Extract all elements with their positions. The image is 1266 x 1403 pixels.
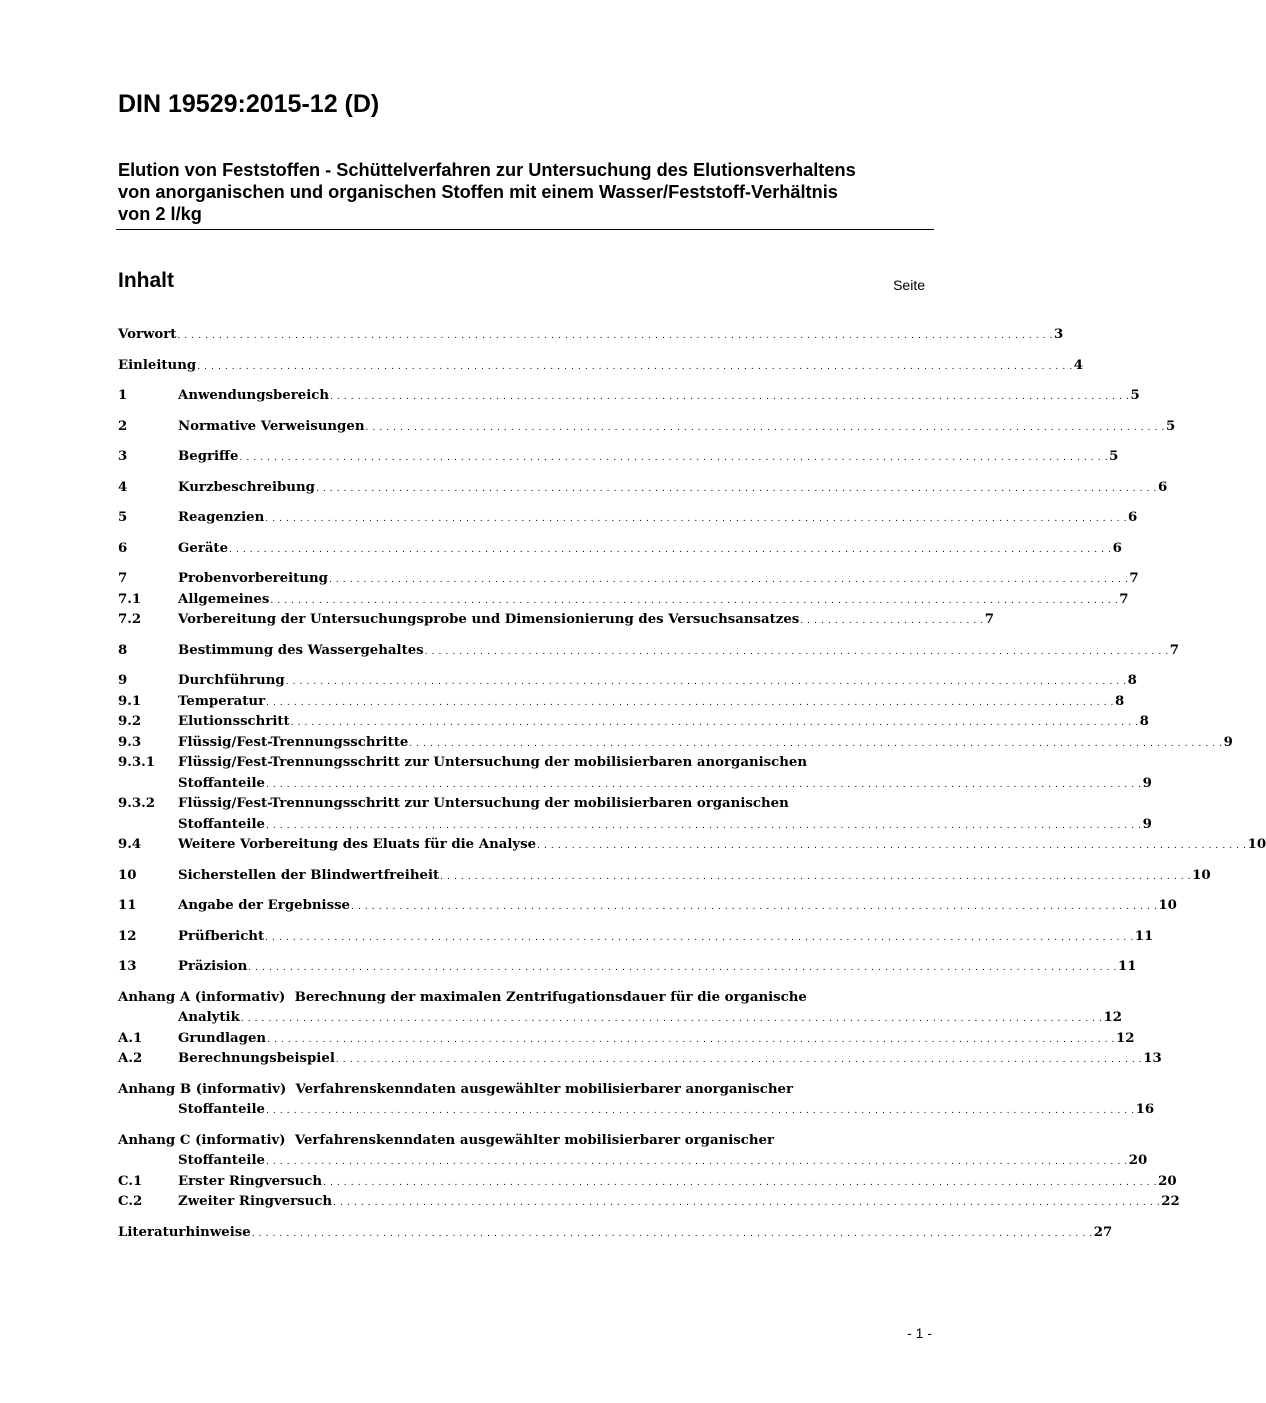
toc-page-number: 6 (1128, 510, 1138, 525)
toc-page-number: 11 (1117, 959, 1137, 974)
toc-entry-vorwort[interactable] (118, 325, 1064, 346)
toc-entry-title: Begriffe (178, 449, 239, 464)
title-line-2: von anorganischen und organischen Stoffen mit einem Wasser/Feststoff-Verhältnis (118, 182, 838, 202)
page-footer: - 1 - (907, 1325, 932, 1341)
toc-page-number: 10 (1192, 867, 1211, 883)
toc-entry-7-1[interactable] (118, 590, 1129, 611)
toc-entry-9-4[interactable] (118, 835, 1266, 856)
leader-dots: . . . . . . . . . . . . . . . . . . . . . . . . . . . . . . . . . . . . . . . . . . . . . . . . . . . . . . . . . . . . . . . . . . . . . . . . . . . . . . . . . . . . . . . . . . . . . . . . . . . . . . . . . . . . (424, 646, 1169, 657)
toc-entry-9-3-1[interactable] (118, 753, 1152, 794)
toc-page-number: 16 (1135, 1102, 1155, 1117)
toc-entry-title: Bestimmung des Wassergehaltes (178, 642, 424, 658)
toc-entry-12[interactable] (118, 927, 1154, 948)
page-column-label: Seite (893, 277, 925, 293)
toc-page-number: 20 (1128, 1153, 1148, 1168)
toc-page-number: 8 (1127, 673, 1137, 688)
leader-dots: . . . . . . . . . . . . . . . . . . . . . . . . . . . . . . . . . . . . . . . . . . . . . . . . . . . . . . . . . . . . . . . . . . . . . . . . . . . . . . . . . . . . . . . . . . . . . . . . . . . . . . . . . . . . . . . . . . . . . (351, 902, 1158, 912)
toc-page-number: 9 (1223, 734, 1233, 750)
toc-entry-number: 8 (118, 642, 128, 658)
toc-entry-number: 11 (118, 898, 137, 913)
toc-entry-4[interactable] (118, 478, 1168, 499)
toc-entry-5[interactable] (118, 508, 1138, 529)
toc-page-number: 27 (1093, 1224, 1113, 1240)
leader-dots: . . . . . . . . . . . . . . . . . . . . . . . . . . . (800, 616, 984, 626)
toc-entry-number: 9.3.2 (118, 796, 156, 811)
toc-entry-number: 1 (118, 388, 128, 403)
toc-heading: Inhalt (118, 269, 174, 292)
table-of-contents (118, 325, 1266, 1243)
toc-entry-title: Durchführung (178, 673, 285, 688)
leader-dots: . . . . . . . . . . . . . . . . . . . . . . . . . . . . . . . . . . . . . . . . . . . . . . . . . . . . . . . . . . . . . . . . . . . . . . . . . . . . . . . . . . . . . . . . . . . . . . . . . . . . . . . . . . . . . . . . . . . . . . . . . . . (270, 595, 1119, 606)
toc-entry-7[interactable] (118, 569, 1139, 590)
toc-entry-2[interactable] (118, 417, 1176, 438)
toc-entry-9-3[interactable] (118, 733, 1233, 754)
leader-dots: . . . . . . . . . . . . . . . . . . . . . . . . . . . . . . . . . . . . . . . . . . . . . . . . . . . . . . . . . . . . . . . . . . . . . . . . . . . . . . . . . . . . . . . . . . . . . . . . . . . . . . . . . . . . . . . . . . . . . . . . . . . . . . (248, 963, 1117, 973)
toc-page-number: 6 (1112, 540, 1122, 556)
leader-dots: . . . . . . . . . . . . . . . . . . . . . . . . . . . . . . . . . . . . . . . . . . . . . . . . . . . . . . . . . . . . . . . . . . . . . . . . . . . . . . . . . . . . . . . . . . . . . . . . . . . . . . . . . . . . . . . . . . . . . . . . . . . . . (265, 514, 1128, 524)
toc-entry-title: Reagenzien (178, 510, 265, 525)
leader-dots: . . . . . . . . . . . . . . . . . . . . . . . . . . . . . . . . . . . . . . . . . . . . . . . . . . . . . . . . . . . . . . . . . . . . . . . . . . . . . . . . . . . . . . . . . . . . . . . . . . . . . . . . . . . . . . . . . . . . (365, 422, 1165, 433)
leader-dots: . . . . . . . . . . . . . . . . . . . . . . . . . . . . . . . . . . . . . . . . . . . . . . . . . . . . . . . . . . . . . . . . . . . . . . . . . . . . . . . . . . . . . . . . . . . . . . . . . . . . . . . . . . . . . . . . . . . . . . . . . . . . . . (265, 932, 1134, 943)
toc-page-number: 10 (1158, 898, 1177, 913)
toc-page-number: 7 (1169, 642, 1180, 658)
toc-entry-number: 6 (118, 540, 128, 556)
toc-entry-title: Flüssig/Fest-Trennungsschritte (178, 734, 409, 750)
toc-entry-anhang-a[interactable] (118, 988, 1123, 1029)
toc-entry-title: Vorwort (118, 327, 177, 342)
toc-entry-title: Verfahrenskenndaten ausgewählter mobilisierbarer organischer (294, 1132, 775, 1148)
toc-page-number: 7 (1119, 591, 1129, 607)
leader-dots: . . . . . . . . . . . . . . . . . . . . . . . . . . . . . . . . . . . . . . . . . . . . . . . . . . . . . . . . . . . . . . . . . . . . . . . . . . . . . . . . . . . . . . . . . . . . . . . . . . . . . . . . . . . . . . . . . . . . (328, 575, 1129, 585)
annex-prefix: Anhang A (informativ) (118, 989, 286, 1005)
toc-entry-number: 9.1 (118, 693, 142, 709)
leader-dots: . . . . . . . . . . . . . . . . . . . . . . . . . . . . . . . . . . . . . . . . . . . . . . . . . . . . . . . . . . . . . . . . . . . . . . . . . . . . . . . . . . . . . . . . . . . . . . . . . . . . . . . . . . . . . . . . . . . . . (335, 1055, 1143, 1065)
toc-entry-number: 7.2 (118, 612, 142, 627)
toc-page-number: 10 (1247, 837, 1266, 852)
toc-entry-number: 9.2 (118, 714, 142, 729)
toc-entry-title: Prüfbericht (178, 928, 265, 944)
leader-dots: . . . . . . . . . . . . . . . . . . . . . . . . . . . . . . . . . . . . . . . . . . . . . . . . . . . . . . . . . . . . . . . . . . . . . . . . . . . . . . . . . . . . . . . . . . . . . . . . . . . . . . . . . . . . . (440, 871, 1192, 882)
toc-entry-title-continued: Stoffanteile (178, 775, 265, 791)
toc-page-number: 5 (1109, 449, 1119, 464)
toc-page-number: 13 (1143, 1051, 1162, 1066)
toc-entry-c-1[interactable] (118, 1172, 1177, 1193)
leader-dots: . . . . . . . . . . . . . . . . . . . . . . . . . . . . . . . . . . . . . . . . . . . . . . . . . . . . . . . . . . . . . . . . . . . . . . . . . . . . . . . . . . . . . . . . . . . . . . . . . . . . . . . . . . . . . . . . . . . . . . . . . . . . . . . (177, 331, 1054, 341)
toc-entry-literatur[interactable] (118, 1223, 1113, 1244)
toc-page-number: 5 (1130, 388, 1140, 403)
toc-entry-title: Vorbereitung der Untersuchungsprobe und Dimensionierung des Versuchsansatzes (178, 612, 800, 627)
leader-dots: . . . . . . . . . . . . . . . . . . . . . . . . . . . . . . . . . . . . . . . . . . . . . . . . . . . . . . . . . . . . . . . . . . . . . . . . . . . . . . . . . . . . . . . . . . . . . . . . . . . . . . . . . . . . . . . . . . . . . . . . (333, 1198, 1161, 1208)
toc-entry-title: Normative Verweisungen (178, 418, 365, 434)
toc-entry-9-2[interactable] (118, 712, 1149, 733)
toc-entry-number: 9.3 (118, 734, 142, 750)
toc-entry-title: Geräte (178, 540, 229, 556)
toc-page-number: 22 (1161, 1194, 1180, 1209)
toc-entry-title: Angabe der Ergebnisse (178, 898, 351, 913)
title-divider (116, 229, 934, 230)
toc-entry-anhang-b[interactable] (118, 1080, 1155, 1121)
toc-entry-title: Berechnungsbeispiel (178, 1051, 335, 1066)
toc-entry-title: Anwendungsbereich (178, 388, 330, 403)
toc-entry-6[interactable] (118, 539, 1122, 560)
title-line-3: von 2 l/kg (118, 204, 202, 224)
toc-page-number: 12 (1103, 1010, 1123, 1025)
toc-entry-title: Allgemeines (178, 591, 270, 607)
toc-entry-a-2[interactable] (118, 1049, 1162, 1070)
toc-entry-title: Weitere Vorbereitung des Eluats für die Analyse (178, 837, 537, 852)
toc-entry-title: Erster Ringversuch (178, 1173, 323, 1189)
leader-dots: . . . . . . . . . . . . . . . . . . . . . . . . . . . . . . . . . . . . . . . . . . . . . . . . . . . . . . . . . . . . . . . . . . . . . . . . . . . . . . . . . . . . . . . . . . . . . . . . . . . . . . . . . . . . . . . . . . . . . . . . . . . . . (240, 1014, 1103, 1024)
toc-entry-number: 9 (118, 673, 128, 688)
toc-entry-10[interactable] (118, 866, 1211, 887)
toc-page-number: 4 (1073, 357, 1084, 373)
leader-dots: . . . . . . . . . . . . . . . . . . . . . . . . . . . . . . . . . . . . . . . . . . . . . . . . . . . . . . . . . . . . . . . . . . . . . . . . . . . . . . . . . . . . . . . . . . . . . . . . . . . . . . . . . . . . . . . . . . . . . . . . . (323, 1177, 1158, 1188)
leader-dots: . . . . . . . . . . . . . . . . . . . . . . . . . . . . . . . . . . . . . . . . . . . . . . . . . . . . . . . . . . . . . . . . . . . . . . . . . . . . . . . . . . . . . . . . . . . . . . . . . . . . . . . . . . . . . . . . . . . . (330, 392, 1130, 402)
toc-page-number: 9 (1142, 816, 1152, 832)
toc-page-number: 20 (1158, 1173, 1177, 1189)
toc-entry-number: 7.1 (118, 591, 142, 607)
toc-page-number: 8 (1139, 714, 1149, 729)
document-title (118, 159, 938, 225)
toc-entry-title-continued: Stoffanteile (178, 816, 265, 832)
toc-entry-1[interactable] (118, 386, 1140, 407)
toc-entry-c-2[interactable] (118, 1192, 1180, 1213)
toc-entry-number: A.1 (118, 1030, 143, 1046)
toc-entry-number: 5 (118, 510, 128, 525)
toc-entry-title-continued: Analytik (178, 1010, 240, 1025)
toc-entry-title: Probenvorbereitung (178, 571, 328, 586)
toc-page-number: 9 (1142, 775, 1152, 791)
document-id: DIN 19529:2015-12 (D) (118, 90, 380, 118)
toc-entry-title: Berechnung der maximalen Zentrifugationsdauer für die organische (294, 989, 807, 1005)
toc-entry-13[interactable] (118, 957, 1137, 978)
leader-dots: . . . . . . . . . . . . . . . . . . . . . . . . . . . . . . . . . . . . . . . . . . . . . . . . . . . . . . . . . . . . . . . . . . . . . . . . . . . . . . . . . . . . . . . . . . . . . . . . . . . . . . . . . . . . . . . . . . . . . . . . . . . . . . . . (229, 544, 1112, 555)
toc-page-number: 12 (1116, 1030, 1135, 1046)
toc-entry-anhang-c[interactable] (118, 1131, 1148, 1172)
leader-dots: . . . . . . . . . . . . . . . . . . . . . . . . . . . . . . . . . . . . . . . . . . . . . . . . . . . . . . . . . . . . . . . . . . . . . . . . . . . . . . . . . . . . . . . . . . . . . . . . . . . . . . . . . . . . . . . . . . . . . . . . . . (285, 677, 1127, 687)
leader-dots: . . . . . . . . . . . . . . . . . . . . . . . . . . . . . . . . . . . . . . . . . . . . . . . . . . . . . . . . . . . . . . . . . . . . . . . . . . . . . . . . . . . . . . . . . . . . . . . . . . . . . . . . . . . . . . . . . . . . . . . . . . . . . . (239, 453, 1109, 463)
toc-page-number: 7 (1129, 571, 1139, 586)
leader-dots: . . . . . . . . . . . . . . . . . . . . . . . . . . . . . . . . . . . . . . . . . . . . . . . . . . . . . . . . . . . . . . . . . . . . . . . . . . . . . . . . . . . . . . . . . . . . . . . . . . . . . . . . . . . . . . . . . . . . . . . . . . . . . . . (265, 820, 1142, 831)
leader-dots: . . . . . . . . . . . . . . . . . . . . . . . . . . . . . . . . . . . . . . . . . . . . . . . . . . . . . . . . . . . . . . . . . . . . . . . . . . . . . . . . . . . . . . . . . . . . . . . . . . . . . . . . . . . . . . . . . . . . . . (409, 738, 1223, 749)
toc-entry-number: C.2 (118, 1194, 143, 1209)
toc-entry-title: Temperatur (178, 693, 266, 709)
leader-dots: . . . . . . . . . . . . . . . . . . . . . . . . . . . . . . . . . . . . . . . . . . . . . . . . . . . . . . . . . . . . . . . . . . . . . . . . . . . . . . . . . . . . . . . . . . . . . . . . . . . . . . . (537, 841, 1247, 851)
toc-entry-number: 12 (118, 928, 137, 944)
toc-entry-title: Zweiter Ringversuch (178, 1194, 333, 1209)
toc-entry-number: 9.4 (118, 837, 142, 852)
toc-entry-number: 7 (118, 571, 128, 586)
toc-entry-number: 3 (118, 449, 128, 464)
annex-prefix: Anhang C (informativ) (118, 1132, 286, 1148)
toc-page-number: 3 (1054, 327, 1064, 342)
toc-entry-title: Einleitung (118, 357, 197, 373)
toc-entry-8[interactable] (118, 641, 1180, 662)
toc-entry-einleitung[interactable] (118, 356, 1084, 377)
toc-entry-title: Kurzbeschreibung (178, 479, 315, 495)
toc-entry-title: Grundlagen (178, 1030, 267, 1046)
toc-entry-9-1[interactable] (118, 692, 1125, 713)
toc-entry-title-continued: Stoffanteile (178, 1102, 265, 1117)
leader-dots: . . . . . . . . . . . . . . . . . . . . . . . . . . . . . . . . . . . . . . . . . . . . . . . . . . . . . . . . . . . . . . . . . . . . . . . . . . . . . . . . . . . . . . . . . . . . . . . . . . . . . . . . . . . . . . . . . . . . . . . . . . . (290, 718, 1139, 728)
toc-entry-a-1[interactable] (118, 1029, 1135, 1050)
leader-dots: . . . . . . . . . . . . . . . . . . . . . . . . . . . . . . . . . . . . . . . . . . . . . . . . . . . . . . . . . . . . . . . . . . . . . . . . . . . . . . . . . . . . . . . . . . . . . . . . . . . . . . . . . . . . . . . . . . . . . . . . . . . . . (265, 1157, 1128, 1167)
toc-entry-title: Flüssig/Fest-Trennungsschritt zur Untersuchung der mobilisierbaren anorganischen (178, 755, 808, 770)
toc-entry-number: 10 (118, 867, 137, 883)
leader-dots: . . . . . . . . . . . . . . . . . . . . . . . . . . . . . . . . . . . . . . . . . . . . . . . . . . . . . . . . . . . . . . . . . . . . . . . . . . . . . . . . . . . . . . . . . . . . . . . . . . . . . . . . . . . . . . . . . . . . . . . . . . (251, 1228, 1093, 1239)
toc-entry-number: 13 (118, 959, 137, 974)
toc-entry-number: 2 (118, 418, 128, 434)
title-line-1: Elution von Feststoffen - Schüttelverfahren zur Untersuchung des Elutionsverhaltens (118, 160, 856, 180)
toc-entry-number: A.2 (118, 1051, 143, 1066)
toc-page-number: 6 (1157, 479, 1168, 495)
toc-entry-title: Sicherstellen der Blindwertfreiheit (178, 867, 440, 883)
leader-dots: . . . . . . . . . . . . . . . . . . . . . . . . . . . . . . . . . . . . . . . . . . . . . . . . . . . . . . . . . . . . . . . . . . . . . . . . . . . . . . . . . . . . . . . . . . . . . . . . . . . . . . . . . . . . . . . . . . . . . . . . . . (315, 483, 1157, 494)
toc-page-number: 5 (1165, 418, 1176, 434)
toc-entry-number: 4 (118, 479, 128, 495)
toc-entry-number: 9.3.1 (118, 755, 156, 770)
toc-entry-title: Präzision (178, 959, 248, 974)
toc-entry-title: Elutionsschritt (178, 714, 290, 729)
toc-entry-3[interactable] (118, 447, 1119, 468)
toc-entry-7-2[interactable] (118, 610, 994, 631)
leader-dots: . . . . . . . . . . . . . . . . . . . . . . . . . . . . . . . . . . . . . . . . . . . . . . . . . . . . . . . . . . . . . . . . . . . . . . . . . . . . . . . . . . . . . . . . . . . . . . . . . . . . . . . . . . . . . . . . . . . . . . . . . . . (267, 1034, 1115, 1045)
annex-prefix: Anhang B (informativ) (118, 1081, 287, 1097)
toc-entry-title: Verfahrenskenndaten ausgewählter mobilisierbarer anorganischer (295, 1081, 793, 1097)
toc-page-number: 7 (984, 612, 994, 627)
toc-page-number: 8 (1115, 693, 1125, 709)
leader-dots: . . . . . . . . . . . . . . . . . . . . . . . . . . . . . . . . . . . . . . . . . . . . . . . . . . . . . . . . . . . . . . . . . . . . . . . . . . . . . . . . . . . . . . . . . . . . . . . . . . . . . . . . . . . . . . . . . . . . . . . . . . . (266, 697, 1114, 708)
toc-entry-title-continued: Stoffanteile (178, 1153, 265, 1168)
toc-entry-number: C.1 (118, 1173, 143, 1189)
leader-dots: . . . . . . . . . . . . . . . . . . . . . . . . . . . . . . . . . . . . . . . . . . . . . . . . . . . . . . . . . . . . . . . . . . . . . . . . . . . . . . . . . . . . . . . . . . . . . . . . . . . . . . . . . . . . . . . . . . . . . . . . . . . . . . . (197, 361, 1073, 372)
leader-dots: . . . . . . . . . . . . . . . . . . . . . . . . . . . . . . . . . . . . . . . . . . . . . . . . . . . . . . . . . . . . . . . . . . . . . . . . . . . . . . . . . . . . . . . . . . . . . . . . . . . . . . . . . . . . . . . . . . . . . . . . . . . . . . . (265, 779, 1142, 790)
toc-entry-9-3-2[interactable] (118, 794, 1152, 835)
leader-dots: . . . . . . . . . . . . . . . . . . . . . . . . . . . . . . . . . . . . . . . . . . . . . . . . . . . . . . . . . . . . . . . . . . . . . . . . . . . . . . . . . . . . . . . . . . . . . . . . . . . . . . . . . . . . . . . . . . . . . . . . . . . . . . (265, 1106, 1135, 1116)
toc-entry-title: Literaturhinweise (118, 1224, 251, 1240)
toc-entry-11[interactable] (118, 896, 1177, 917)
toc-entry-9[interactable] (118, 671, 1137, 692)
toc-entry-title: Flüssig/Fest-Trennungsschritt zur Untersuchung der mobilisierbaren organischen (178, 796, 789, 811)
toc-page-number: 11 (1134, 928, 1154, 944)
